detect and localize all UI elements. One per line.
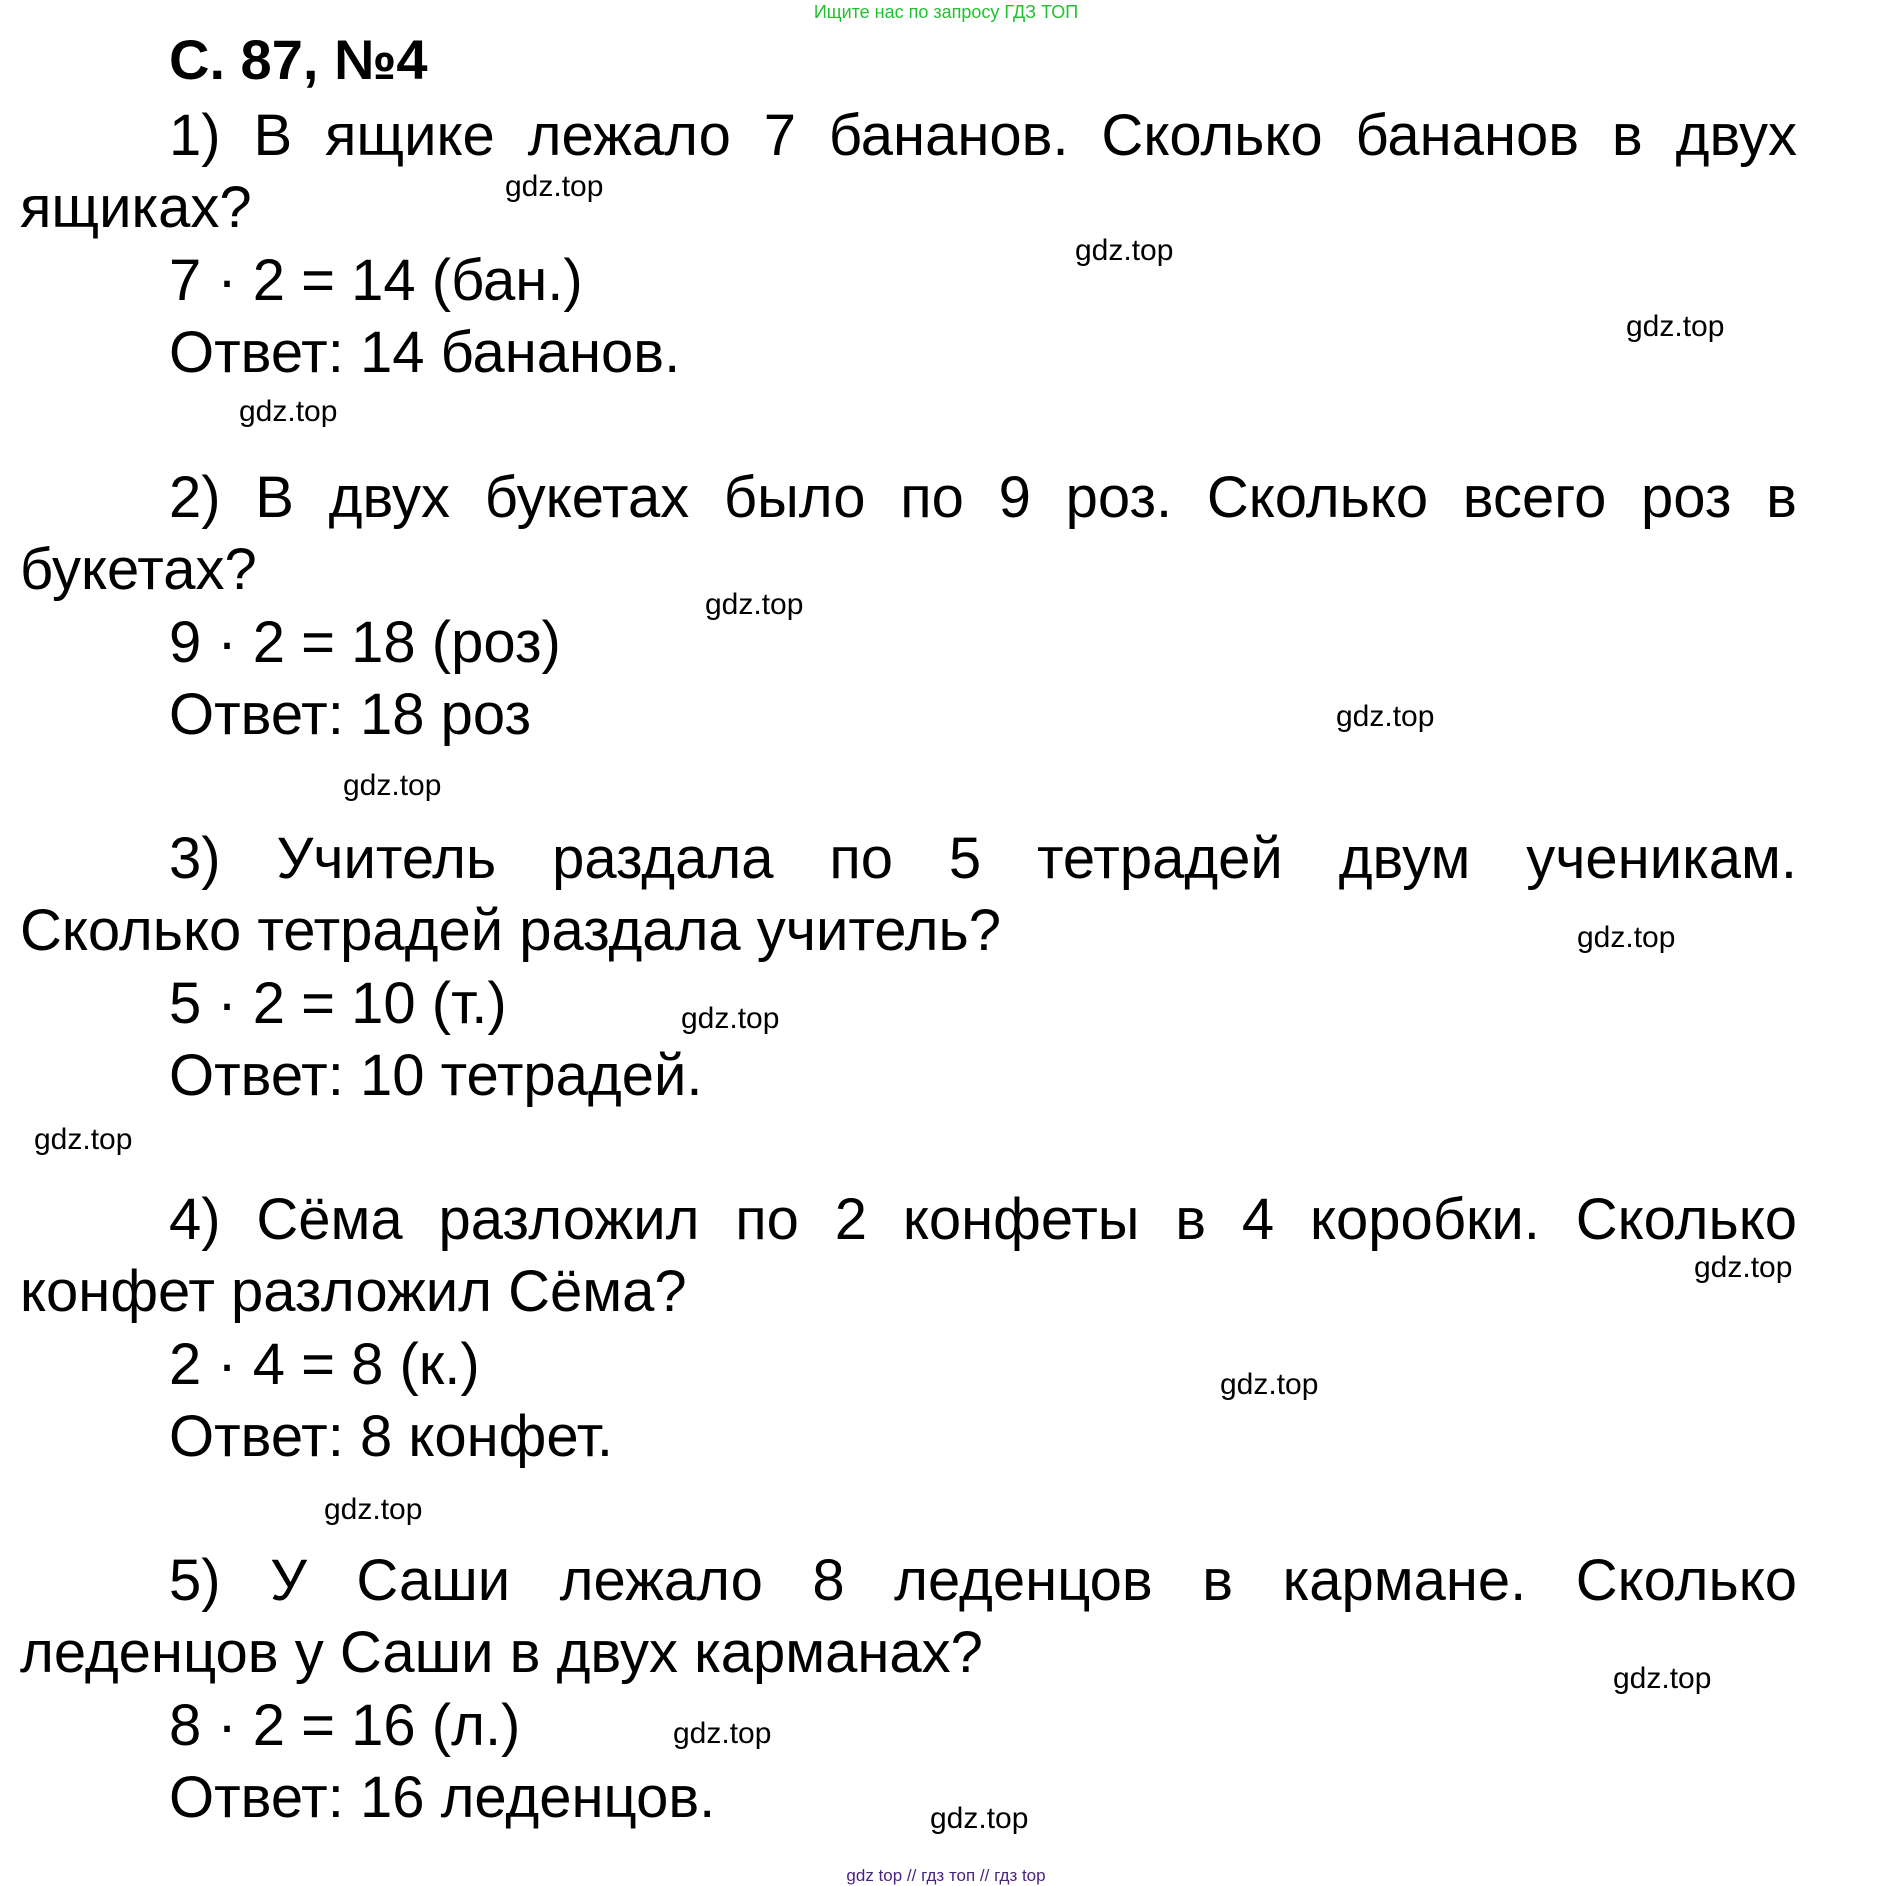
task-solution: 8 · 2 = 16 (л.) [169, 1692, 521, 1758]
watermark: gdz.top [1075, 234, 1174, 267]
task-answer: Ответ: 14 бананов. [169, 319, 681, 385]
task-question-line: 5) У Саши лежало 8 леденцов в кармане. Сколько [169, 1548, 1797, 1613]
page-title: С. 87, №4 [169, 28, 428, 91]
task-solution: 5 · 2 = 10 (т.) [169, 970, 507, 1036]
task-question-line: 1) В ящике лежало 7 бананов. Сколько бананов в двух [169, 103, 1797, 168]
search-banner: Ищите нас по запросу ГДЗ ТОП [813, 2, 1079, 22]
watermark: gdz.top [1626, 310, 1725, 343]
task-question-line: Сколько тетрадей раздала учитель? [20, 898, 1001, 964]
watermark: gdz.top [705, 588, 804, 621]
task-answer: Ответ: 10 тетрадей. [169, 1042, 703, 1108]
task-question-line: конфет разложил Сёма? [20, 1259, 687, 1325]
watermark: gdz.top [239, 395, 338, 428]
footer-banner: gdz top // гдз топ // гдз top [846, 1866, 1046, 1885]
watermark: gdz.top [324, 1493, 423, 1526]
task-question-line: букетах? [20, 537, 257, 603]
watermark: gdz.top [930, 1802, 1029, 1835]
watermark: gdz.top [1694, 1251, 1793, 1284]
task-question-line: ящиках? [20, 175, 252, 241]
task-answer: Ответ: 16 леденцов. [169, 1764, 716, 1830]
watermark: gdz.top [505, 170, 604, 203]
watermark: gdz.top [1220, 1368, 1319, 1401]
watermark: gdz.top [1613, 1662, 1712, 1695]
task-answer: Ответ: 18 роз [169, 681, 532, 747]
watermark: gdz.top [343, 769, 442, 802]
watermark: gdz.top [34, 1123, 133, 1156]
watermark: gdz.top [681, 1002, 780, 1035]
task-answer: Ответ: 8 конфет. [169, 1403, 613, 1469]
watermark: gdz.top [673, 1717, 772, 1750]
task-question-line: 3) Учитель раздала по 5 тетрадей двум ученикам. [169, 826, 1797, 891]
task-solution: 7 · 2 = 14 (бан.) [169, 247, 583, 313]
task-question-line: леденцов у Саши в двух карманах? [20, 1620, 983, 1686]
task-question-line: 4) Сёма разложил по 2 конфеты в 4 коробки. Сколько [169, 1187, 1797, 1252]
task-solution: 2 · 4 = 8 (к.) [169, 1331, 480, 1397]
watermark: gdz.top [1336, 700, 1435, 733]
task-question-line: 2) В двух букетах было по 9 роз. Сколько всего роз в [169, 465, 1797, 530]
watermark: gdz.top [1577, 921, 1676, 954]
task-solution: 9 · 2 = 18 (роз) [169, 609, 561, 675]
